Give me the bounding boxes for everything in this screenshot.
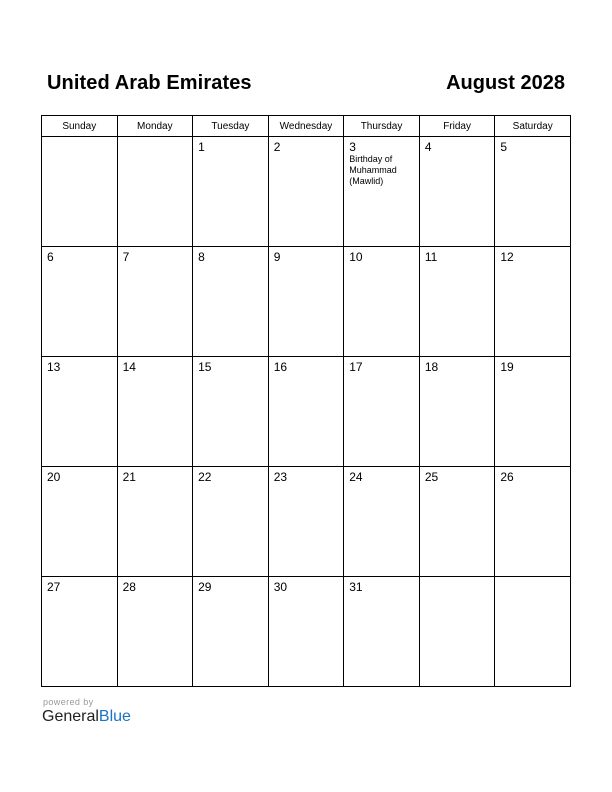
weekday-sunday: Sunday [42, 116, 118, 137]
day-number: 1 [198, 140, 205, 154]
day-cell [419, 357, 495, 467]
week-row [42, 247, 571, 357]
day-cell [193, 137, 269, 247]
day-number: 18 [424, 360, 439, 374]
day-number: 4 [424, 140, 432, 154]
day-number: 5 [500, 140, 508, 154]
day-number: 20 [47, 470, 61, 484]
week-row [42, 467, 571, 577]
day-cell [495, 357, 571, 467]
day-number: 10 [349, 250, 363, 264]
day-cell [42, 247, 118, 357]
country-title: United Arab Emirates [47, 72, 252, 94]
day-cell [268, 357, 344, 467]
day-cell [495, 467, 571, 577]
day-cell [495, 247, 571, 357]
week-row [42, 137, 571, 247]
day-cell [193, 467, 269, 577]
day-number: 8 [198, 250, 205, 264]
month-title: August 2028 [446, 72, 565, 94]
day-number: 29 [198, 580, 212, 594]
logo-text-blue: Blue [98, 708, 131, 725]
day-cell [117, 467, 193, 577]
weekday-friday: Friday [419, 116, 495, 137]
day-number: 9 [273, 250, 281, 264]
day-cell [268, 577, 344, 687]
day-number: 23 [273, 470, 288, 484]
weekday-header-row [42, 116, 571, 137]
day-cell [42, 137, 118, 247]
week-row [42, 577, 571, 687]
weekday-saturday: Saturday [495, 116, 571, 137]
day-cell [268, 247, 344, 357]
day-cell [193, 247, 269, 357]
day-cell [193, 577, 269, 687]
day-cell [495, 577, 571, 687]
day-number: 21 [122, 470, 136, 484]
calendar-grid [41, 115, 571, 687]
day-cell [495, 137, 571, 247]
weekday-thursday: Thursday [344, 116, 420, 137]
day-cell [42, 577, 118, 687]
day-number: 14 [122, 360, 136, 374]
day-cell [117, 137, 193, 247]
generalblue-logo[interactable] [42, 708, 131, 726]
day-number: 13 [47, 360, 61, 374]
day-number: 24 [349, 470, 363, 484]
day-number: 31 [349, 580, 363, 594]
weekday-tuesday: Tuesday [193, 116, 269, 137]
weekday-monday: Monday [117, 116, 193, 137]
day-cell [419, 467, 495, 577]
day-cell [42, 357, 118, 467]
day-number: 30 [273, 580, 288, 594]
day-cell [419, 247, 495, 357]
day-cell [419, 577, 495, 687]
day-number: 19 [500, 360, 514, 374]
day-number: 12 [500, 250, 514, 264]
day-cell [344, 577, 420, 687]
day-cell [193, 357, 269, 467]
day-number: 25 [424, 470, 439, 484]
day-number: 11 [424, 250, 438, 264]
day-number: 6 [47, 250, 54, 264]
day-number: 26 [500, 470, 514, 484]
day-cell [419, 137, 495, 247]
day-cell [117, 247, 193, 357]
powered-by-text: powered by [43, 697, 94, 707]
day-number: 22 [198, 470, 212, 484]
day-cell [344, 357, 420, 467]
day-cell [268, 467, 344, 577]
day-number: 3 [349, 140, 356, 154]
weekday-wednesday: Wednesday [268, 116, 344, 137]
day-number: 15 [198, 360, 212, 374]
holiday-label: Birthday of Muhammad (Mawlid) [349, 154, 397, 186]
day-number: 27 [47, 580, 61, 594]
day-cell [344, 467, 420, 577]
day-number: 28 [122, 580, 136, 594]
day-cell [268, 137, 344, 247]
day-number: 16 [273, 360, 288, 374]
day-cell [344, 247, 420, 357]
day-number: 7 [122, 250, 130, 264]
day-cell [117, 577, 193, 687]
day-cell [117, 357, 193, 467]
day-number: 17 [349, 360, 363, 374]
logo-text-general: General [42, 708, 99, 725]
week-row [42, 357, 571, 467]
day-cell [42, 467, 118, 577]
day-cell [344, 137, 420, 247]
day-number: 2 [273, 140, 281, 154]
